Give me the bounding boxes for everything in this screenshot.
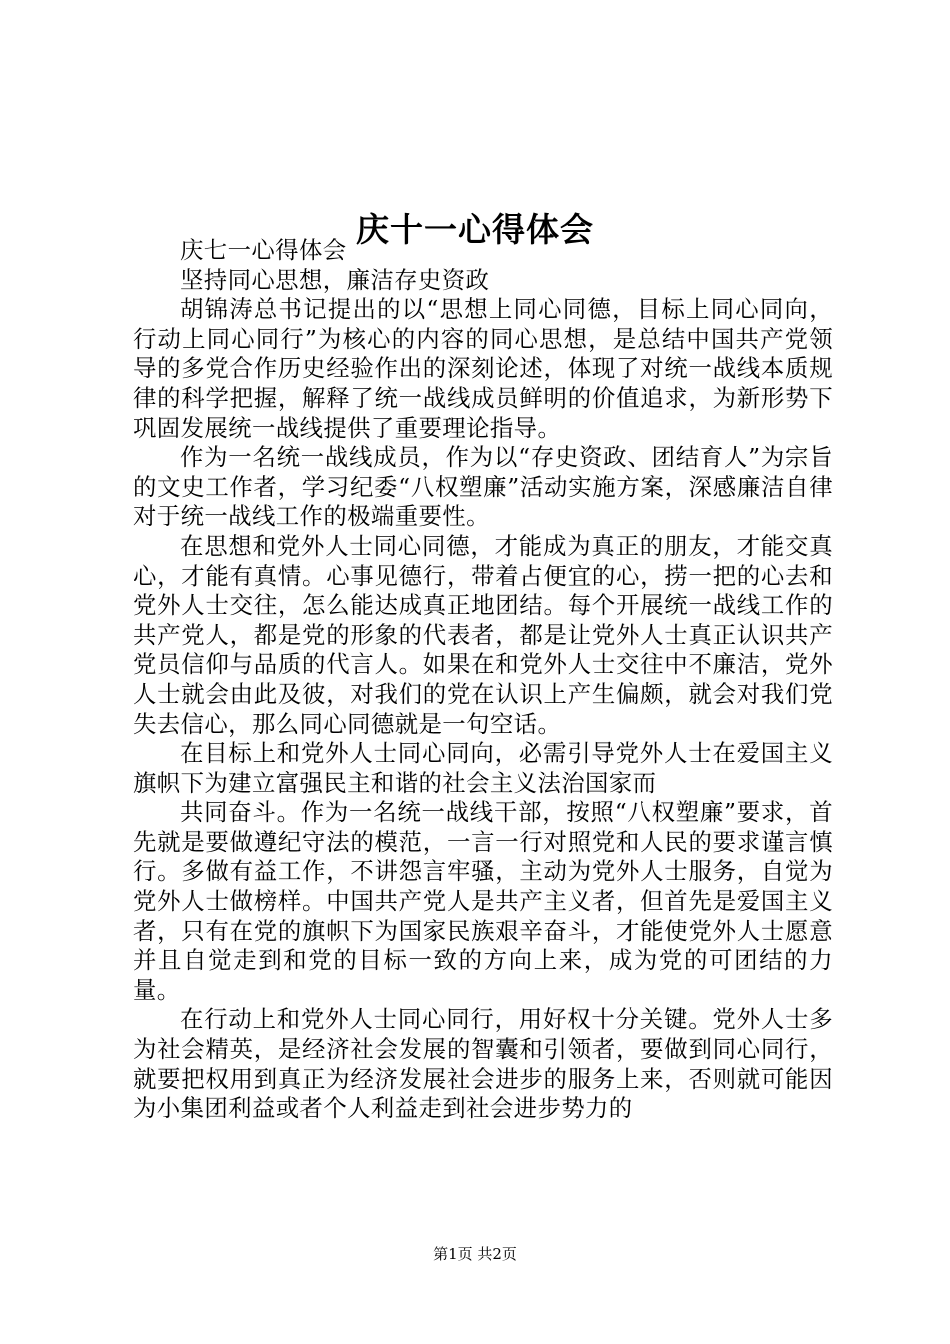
paragraph-heading: 坚持同心思想，廉洁存史资政 [180,265,490,294]
document-title: 庆十一心得体会 [356,210,594,250]
paragraph: 在目标上和党外人士同心同向，必需引导党外人士在爱国主义旗帜下为建立富强民主和谐的社会主义法治国家而 [133,739,833,797]
paragraph: 胡锦涛总书记提出的以“思想上同心同德，目标上同心同向，行动上同心同行”为核心的内容的同心思想，是总结中国共产党领导的多党合作历史经验作出的深刻论述，体现了对统一战线本质规律的科学把握，解释了统一战线成员鲜明的价值追求，为新形势下巩固发展统一战线提供了重要理论指导。 [133,295,833,442]
document-body [133,236,833,1124]
paragraph-subtitle: 庆七一心得体会 [180,236,347,264]
paragraph: 作为一名统一战线成员，作为以“存史资政、团结育人”为宗旨的文史工作者，学习纪委“八权塑廉”活动实施方案，深感廉洁自律对于统一战线工作的极端重要性。 [133,443,833,531]
paragraph: 在思想和党外人士同心同德，才能成为真正的朋友，才能交真心，才能有真情。心事见德行，带着占便宜的心，捞一把的心去和党外人士交往，怎么能达成真正地团结。每个开展统一战线工作的共产党人，都是党的形象的代表者，都是让党外人士真正认识共产党员信仰与品质的代言人。如果在和党外人士交往中不廉洁，党外人士就会由此及彼，对我们的党在认识上产生偏颇，就会对我们党失去信心，那么同心同德就是一句空话。 [133,531,833,738]
paragraph: 在行动上和党外人士同心同行，用好权十分关键。党外人士多为社会精英，是经济社会发展的智囊和引领者，要做到同心同行，就要把权用到真正为经济发展社会进步的服务上来，否则就可能因为小集团利益或者个人利益走到社会进步势力的 [133,1005,833,1123]
paragraph: 共同奋斗。作为一名统一战线干部，按照“八权塑廉”要求，首先就是要做遵纪守法的模范，一言一行对照党和人民的要求谨言慎行。多做有益工作，不讲怨言牢骚，主动为党外人士服务，自觉为党外人士做榜样。中国共产党人是共产主义者，但首先是爱国主义者，只有在党的旗帜下为国家民族艰辛奋斗，才能使党外人士愿意并且自觉走到和党的目标一致的方向上来，成为党的可团结的力量。 [133,798,833,1004]
page-footer: 第1页 共2页 [433,1245,517,1263]
